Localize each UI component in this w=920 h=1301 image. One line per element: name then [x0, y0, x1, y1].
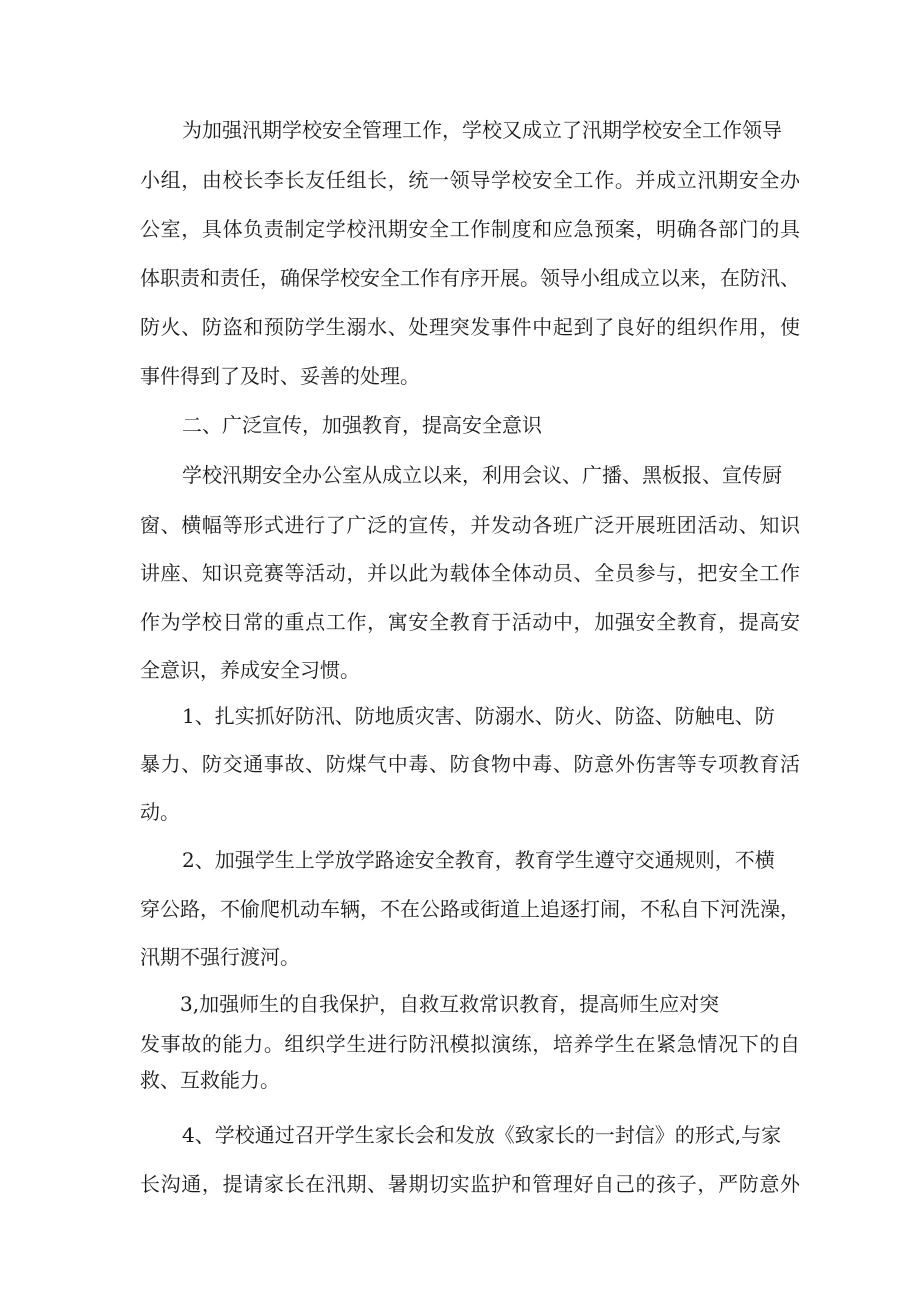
paragraph-1-line-4: 体职责和责任，确保学校安全工作有序开展。领导小组成立以来，在防汛、 — [140, 266, 800, 290]
item-2-line-3: 汛期不强行渡河。 — [140, 945, 300, 969]
item-4-line-2: 长沟通，提请家长在汛期、暑期切实监护和管理好自己的孩子，严防意外 — [140, 1172, 800, 1196]
paragraph-1-line-3: 公室，具体负责制定学校汛期安全工作制度和应急预案，明确各部门的具 — [140, 217, 800, 241]
paragraph-2-line-3: 讲座、知识竞赛等活动，并以此为载体全体动员、全员参与，把安全工作 — [140, 561, 800, 585]
paragraph-2-line-1: 学校汛期安全办公室从成立以来，利用会议、广播、黑板报、宣传厨 — [182, 463, 782, 487]
item-1-line-1: 1、扎实抓好防汛、防地质灾害、防溺水、防火、防盗、防触电、防 — [182, 704, 775, 728]
paragraph-1-line-6: 事件得到了及时、妥善的处理。 — [140, 364, 420, 388]
paragraph-2-line-5: 全意识，养成安全习惯。 — [140, 658, 360, 682]
item-3-line-2: 发事故的能力。组织学生进行防汛模拟演练，培养学生在紧急情况下的自 — [140, 1032, 800, 1056]
item-2-line-1: 2、加强学生上学放学路途安全教育，教育学生遵守交通规则，不横 — [182, 848, 775, 872]
section-heading: 二、广泛宣传，加强教育，提高安全意识 — [182, 413, 542, 437]
item-4-line-1: 4、学校通过召开学生家长会和发放《致家长的一封信》的形式,与家 — [182, 1123, 782, 1147]
item-1-line-2: 暴力、防交通事故、防煤气中毒、防食物中毒、防意外伤害等专项教育活 — [140, 752, 800, 776]
item-2-line-2: 穿公路，不偷爬机动车辆，不在公路或街道上追逐打闹，不私自下河洗澡， — [140, 897, 800, 921]
paragraph-2-line-4: 作为学校日常的重点工作，寓安全教育于活动中，加强安全教育，提高安 — [140, 610, 800, 634]
item-1-line-3: 动。 — [140, 800, 180, 824]
paragraph-1-line-2: 小组，由校长李长友任组长，统一领导学校安全工作。并成立汛期安全办 — [140, 168, 800, 192]
paragraph-1-line-1: 为加强汛期学校安全管理工作，学校又成立了汛期学校安全工作领导 — [182, 118, 782, 142]
item-3-line-1: 3,加强师生的自我保护，自救互救常识教育，提高师生应对突 — [180, 992, 720, 1016]
item-3-line-3: 救、互救能力。 — [140, 1068, 280, 1092]
paragraph-2-line-2: 窗、横幅等形式进行了广泛的宣传，并发动各班广泛开展班团活动、知识 — [140, 513, 800, 537]
paragraph-1-line-5: 防火、防盗和预防学生溺水、处理突发事件中起到了良好的组织作用，使 — [140, 315, 800, 339]
